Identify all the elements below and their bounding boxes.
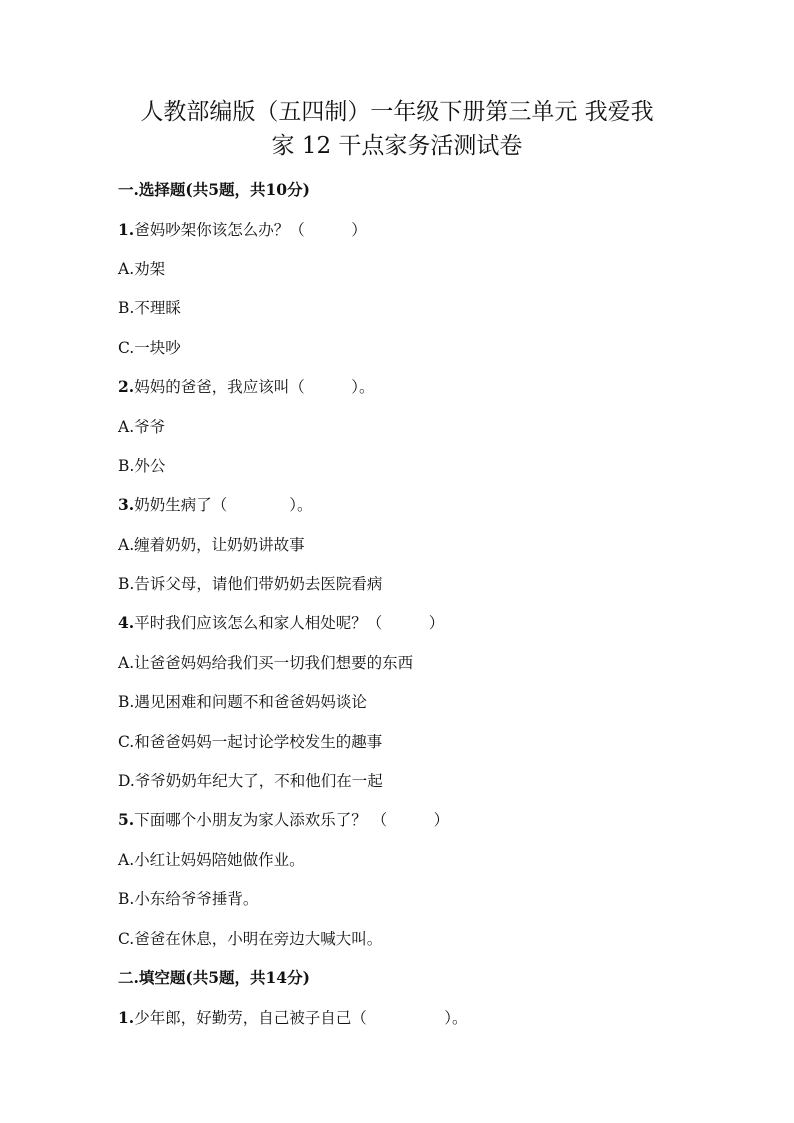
question-text: 少年郎，好勤劳，自己被子自己（ ）。 xyxy=(134,1009,468,1027)
question-5 xyxy=(118,808,449,830)
option-c: C.和爸爸妈妈一起讨论学校发生的趣事 xyxy=(118,733,383,751)
question-number: 3. xyxy=(118,495,135,514)
option-c: C.一块吵 xyxy=(118,339,181,357)
section-heading-choice: 一.选择题(共5题，共10分) xyxy=(118,180,310,199)
fill-question-1 xyxy=(118,1006,467,1028)
question-2 xyxy=(118,375,374,397)
question-number: 1. xyxy=(118,1008,135,1027)
question-text: 平时我们应该怎么和家人相处呢？（ ） xyxy=(134,614,445,632)
option-a: A.缠着奶奶，让奶奶讲故事 xyxy=(118,536,305,554)
question-text: 妈妈的爸爸，我应该叫（ ）。 xyxy=(134,378,375,396)
question-text: 爸妈吵架你该怎么办？（ ） xyxy=(134,221,367,239)
option-c: C.爸爸在休息，小明在旁边大喊大叫。 xyxy=(118,930,383,948)
option-b: B.遇见困难和问题不和爸爸妈妈谈论 xyxy=(118,693,367,711)
question-number: 4. xyxy=(118,613,135,632)
option-b: B.小东给爷爷捶背。 xyxy=(118,890,259,908)
option-d: D.爷爷奶奶年纪大了，不和他们在一起 xyxy=(118,772,383,790)
question-3 xyxy=(118,493,312,515)
section-heading-fill: 二.填空题(共5题，共14分) xyxy=(118,968,310,987)
option-b: B.外公 xyxy=(118,457,166,475)
question-text: 奶奶生病了（ ）。 xyxy=(134,496,313,514)
option-b: B.不理睬 xyxy=(118,299,181,317)
option-b: B.告诉父母，请他们带奶奶去医院看病 xyxy=(118,575,383,593)
option-a: A.劝架 xyxy=(118,260,166,278)
option-a: A.爷爷 xyxy=(118,418,166,436)
question-number: 5. xyxy=(118,810,135,829)
question-1 xyxy=(118,218,367,240)
question-4 xyxy=(118,611,444,633)
option-a: A.让爸爸妈妈给我们买一切我们想要的东西 xyxy=(118,654,414,672)
option-a: A.小红让妈妈陪她做作业。 xyxy=(118,851,305,869)
question-number: 1. xyxy=(118,220,135,239)
question-number: 2. xyxy=(118,377,135,396)
title-line-2: 家 12 干点家务活测试卷 xyxy=(271,133,523,159)
question-text: 下面哪个小朋友为家人添欢乐了？ （ ） xyxy=(134,811,450,829)
title-line-1: 人教部编版（五四制）一年级下册第三单元 我爱我 xyxy=(140,99,654,125)
